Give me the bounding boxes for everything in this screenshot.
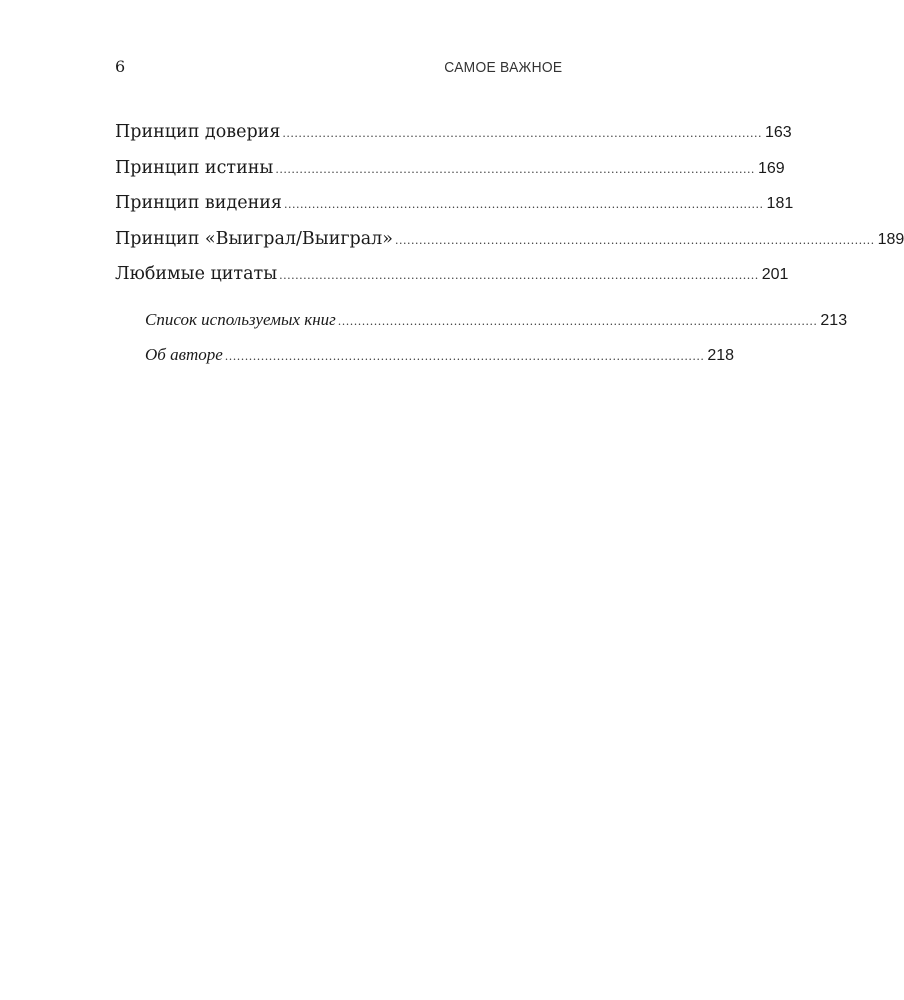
- toc-entry-page: 201: [761, 266, 789, 283]
- toc-entry[interactable]: [115, 122, 792, 158]
- dot-leader: ........................................................................................................................: [279, 269, 759, 282]
- toc-entry-title: Принцип «Выиграл/Выиграл»: [115, 228, 393, 249]
- toc-entry-title: Принцип истины: [115, 157, 274, 178]
- toc-entry-page: 169: [757, 159, 785, 177]
- toc-entry-title: Список используемых книг: [145, 309, 336, 329]
- toc-entry-title: Об авторе: [145, 345, 223, 364]
- dot-leader: ........................................................................................................................: [275, 162, 755, 176]
- dot-leader: ........................................................................................................................: [224, 350, 705, 363]
- toc-entry-page: 181: [766, 195, 794, 212]
- toc-sub-entry[interactable]: [145, 345, 735, 381]
- toc-entry[interactable]: [115, 157, 785, 194]
- toc-entry-page: 189: [877, 230, 904, 248]
- dot-leader: ........................................................................................................................: [337, 314, 818, 328]
- dot-leader: ........................................................................................................................: [282, 127, 762, 140]
- toc-entry[interactable]: [115, 264, 789, 300]
- dot-leader: ........................................................................................................................: [395, 233, 875, 247]
- toc-sub-entry[interactable]: [145, 309, 848, 346]
- table-of-contents: [115, 122, 904, 381]
- toc-entry[interactable]: [115, 193, 794, 229]
- toc-entry-title: Принцип доверия: [115, 122, 281, 142]
- toc-entry-page: 163: [764, 124, 792, 141]
- dot-leader: ........................................................................................................................: [283, 198, 764, 211]
- toc-entry[interactable]: [115, 228, 904, 265]
- toc-entry-page: 218: [707, 347, 735, 364]
- toc-entry-title: Любимые цитаты: [115, 264, 278, 284]
- toc-entry-title: Принцип видения: [115, 193, 282, 213]
- toc-entry-page: 213: [820, 311, 848, 329]
- running-head: САМОЕ ВАЖНОЕ: [443, 59, 562, 76]
- page-number: 6: [115, 57, 126, 76]
